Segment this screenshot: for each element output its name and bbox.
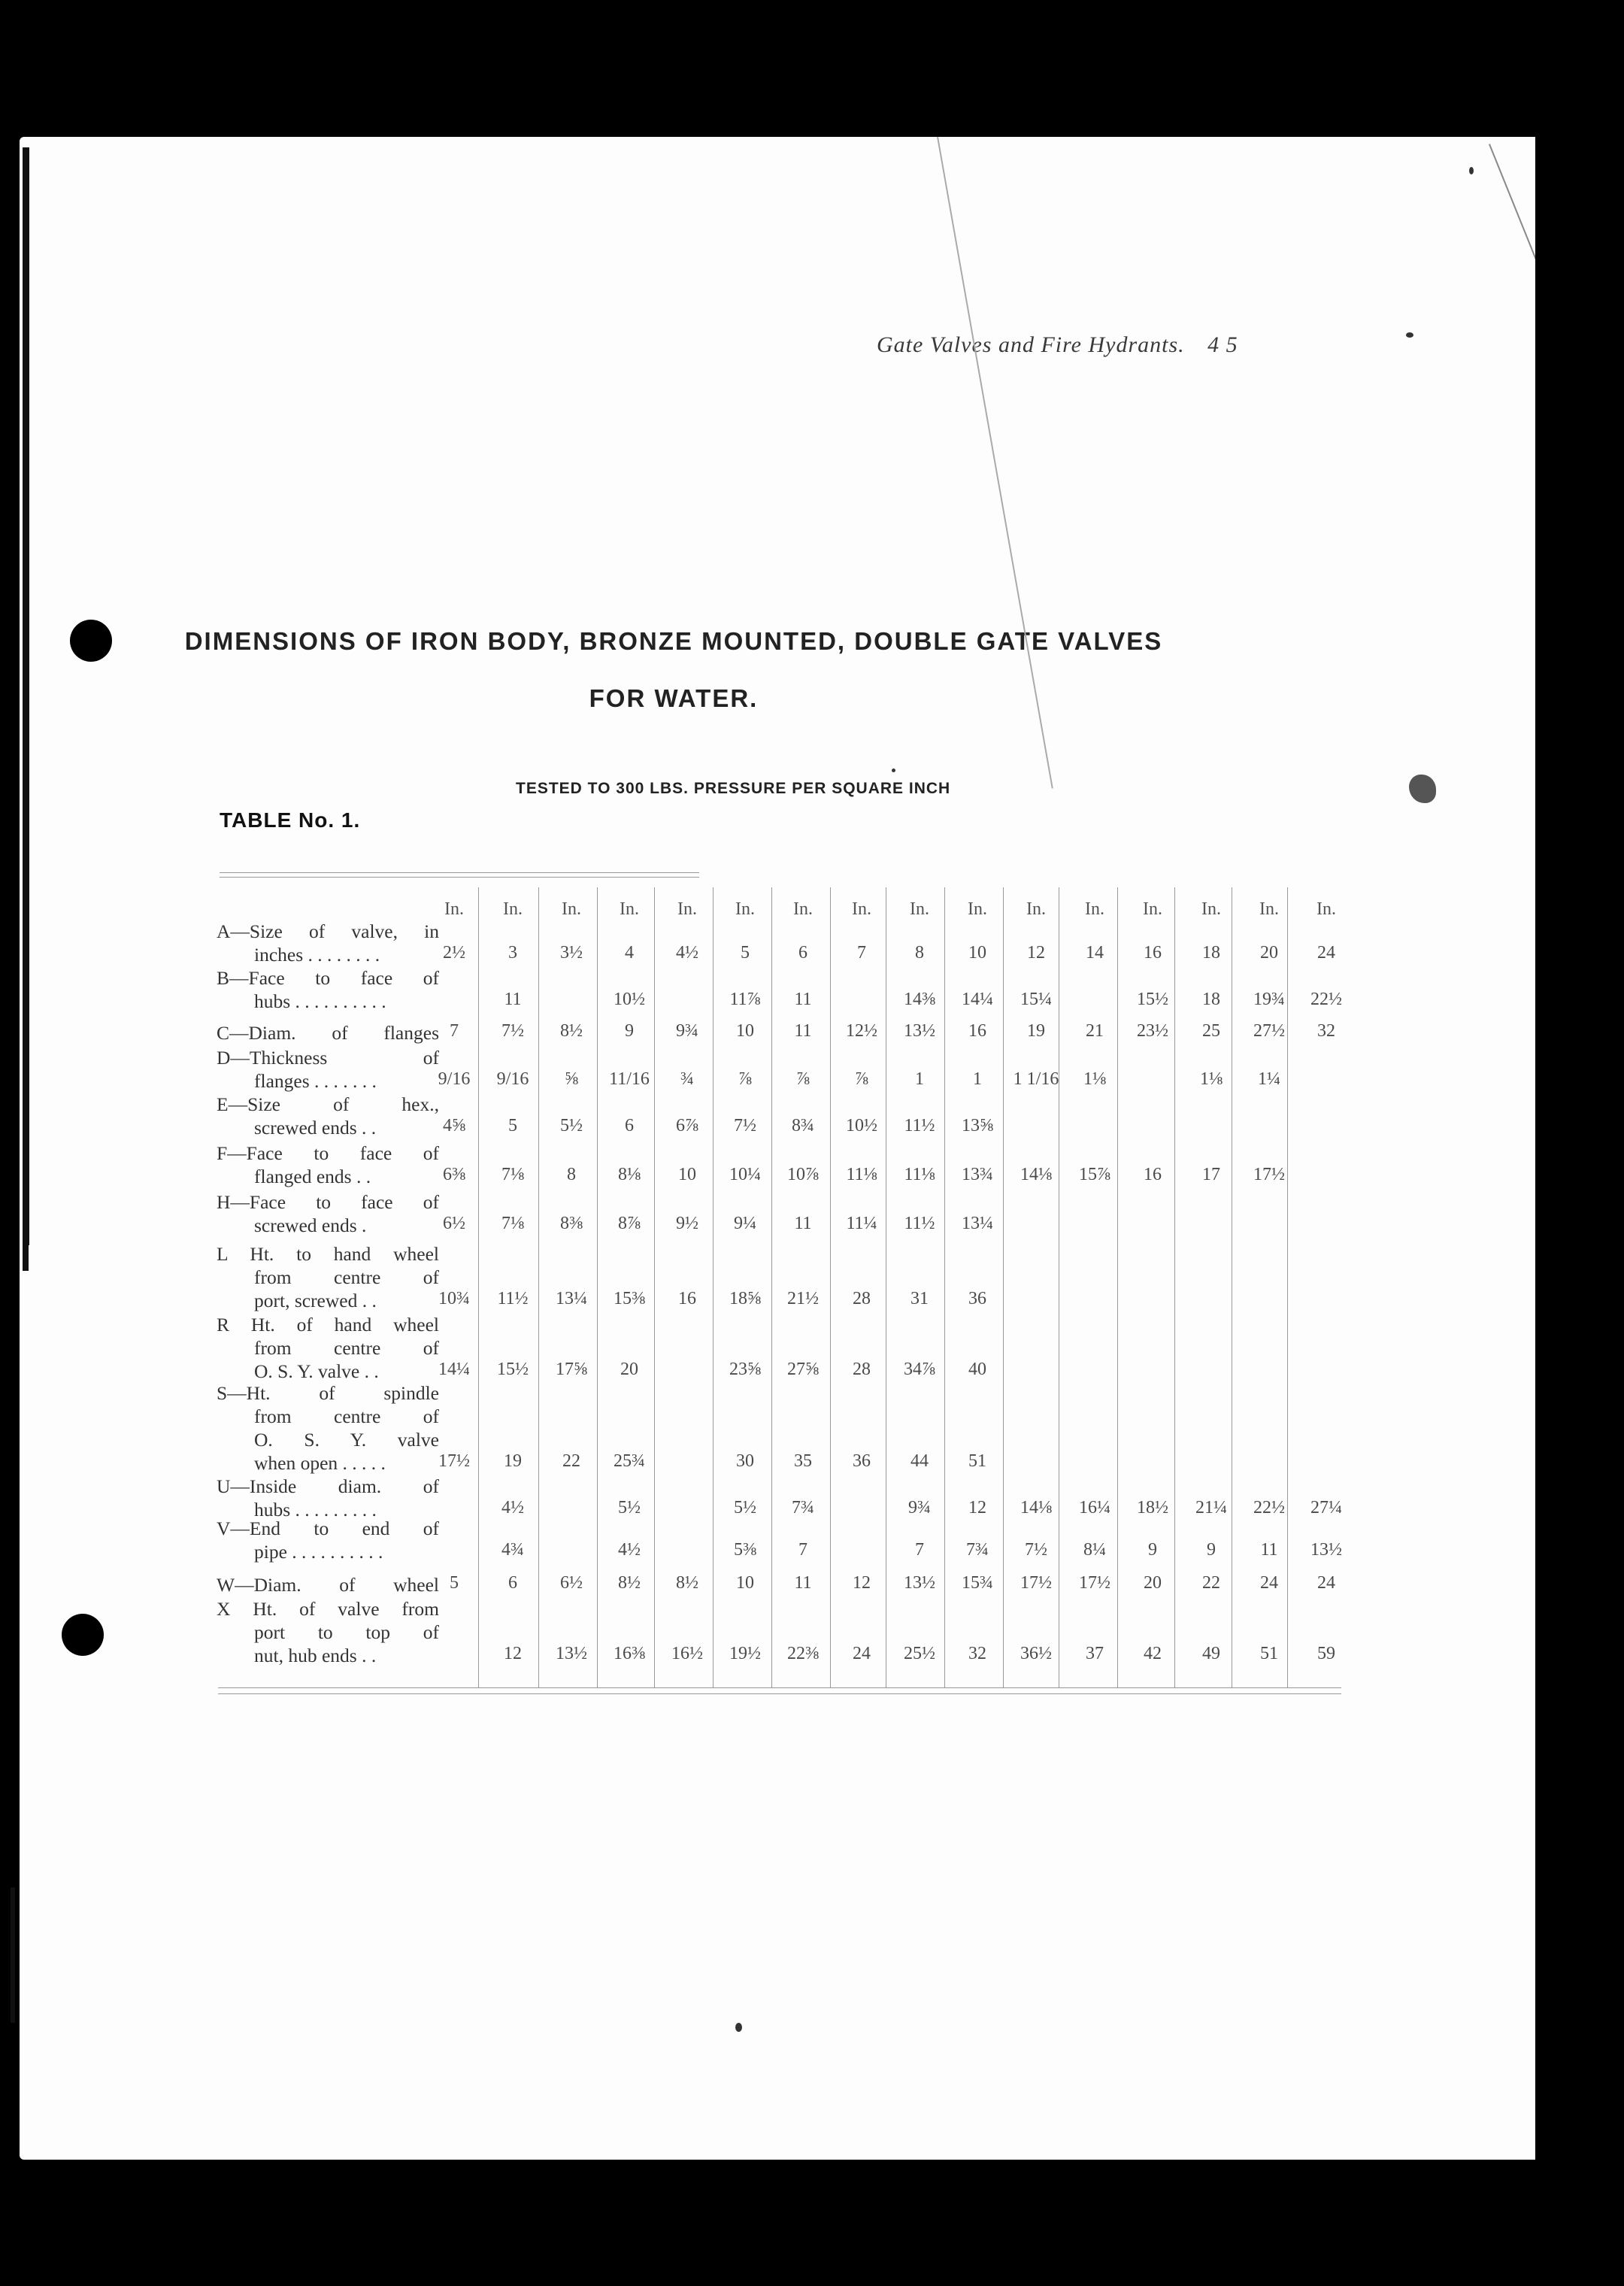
table-cell: 13¼ bbox=[962, 1214, 993, 1233]
table-cell: 59 bbox=[1317, 1644, 1335, 1663]
table-cell: 16 bbox=[678, 1289, 696, 1308]
table-cell: 14⅛ bbox=[1020, 1498, 1052, 1517]
table-cell: 40 bbox=[968, 1360, 986, 1379]
column-divider bbox=[478, 887, 479, 1687]
table-cell: 14⅜ bbox=[904, 990, 935, 1009]
column-divider bbox=[597, 887, 598, 1687]
table-cell: 8¾ bbox=[792, 1116, 814, 1135]
column-divider bbox=[713, 887, 714, 1687]
table-cell: 9 bbox=[625, 1021, 634, 1041]
row-label bbox=[217, 966, 439, 1013]
table-cell: 4½ bbox=[501, 1498, 524, 1517]
table-cell: 15⅜ bbox=[614, 1289, 645, 1308]
binder-hole bbox=[70, 620, 112, 662]
column-unit-header: In. bbox=[1201, 899, 1221, 919]
table-cell: 7⅛ bbox=[501, 1214, 524, 1233]
table-cell: 24 bbox=[1317, 1573, 1335, 1593]
table-cell: 27¼ bbox=[1310, 1498, 1342, 1517]
table-cell: 17 bbox=[1202, 1165, 1220, 1184]
table-cell: 11/16 bbox=[609, 1069, 650, 1089]
table-cell: 15¾ bbox=[962, 1573, 993, 1593]
table-cell: 37 bbox=[1086, 1644, 1104, 1663]
table-cell: 10 bbox=[736, 1021, 754, 1041]
table-cell: 22½ bbox=[1310, 990, 1342, 1009]
table-cell: 11 bbox=[504, 990, 522, 1009]
table-cell: 24 bbox=[853, 1644, 871, 1663]
table-cell: 10½ bbox=[846, 1116, 877, 1135]
table-cell: 13¾ bbox=[962, 1165, 993, 1184]
table-cell: 9¾ bbox=[908, 1498, 931, 1517]
page-header bbox=[877, 332, 1238, 358]
row-label bbox=[217, 1517, 439, 1563]
table-cell: 18½ bbox=[1137, 1498, 1168, 1517]
row-label-line: nut, hub ends . . bbox=[254, 1645, 377, 1666]
table-cell: 5 bbox=[741, 943, 750, 963]
table-cell: 5½ bbox=[560, 1116, 583, 1135]
table-cell: 22 bbox=[1202, 1573, 1220, 1593]
table-cell: 4¾ bbox=[501, 1540, 524, 1560]
table-bottom-rule bbox=[218, 1687, 1341, 1688]
row-label bbox=[217, 1141, 439, 1188]
column-unit-header: In. bbox=[735, 899, 755, 919]
table-cell: 24 bbox=[1317, 943, 1335, 963]
table-cell: 9 bbox=[1207, 1540, 1216, 1560]
row-label-line: port to top of bbox=[254, 1621, 439, 1643]
table-cell: 16 bbox=[968, 1021, 986, 1041]
speck bbox=[892, 769, 895, 772]
table-cell: 6 bbox=[508, 1573, 517, 1593]
table-cell: 14⅛ bbox=[1020, 1165, 1052, 1184]
document-page bbox=[20, 137, 1535, 2160]
table-cell: 8⅛ bbox=[618, 1165, 641, 1184]
column-unit-header: In. bbox=[562, 899, 581, 919]
binder-hole bbox=[62, 1614, 104, 1656]
table-cell: 32 bbox=[968, 1644, 986, 1663]
row-label bbox=[217, 1573, 439, 1596]
table-label: TABLE No. 1. bbox=[220, 808, 361, 832]
table-cell: 28 bbox=[853, 1360, 871, 1379]
table-cell: 51 bbox=[1260, 1644, 1278, 1663]
table-cell: 6½ bbox=[560, 1573, 583, 1593]
table-cell: 36 bbox=[853, 1451, 871, 1471]
table-cell: 44 bbox=[910, 1451, 929, 1471]
row-label-line: pipe . . . . . . . . . . bbox=[254, 1541, 383, 1563]
row-label-line: from centre of bbox=[254, 1337, 439, 1359]
row-label-line: L Ht. to hand wheel bbox=[217, 1243, 439, 1265]
table-cell: 9/16 bbox=[438, 1069, 471, 1089]
page-number: 4 5 bbox=[1207, 332, 1238, 357]
row-label bbox=[217, 1021, 439, 1044]
row-label bbox=[217, 1313, 439, 1383]
table-cell: 16 bbox=[1144, 943, 1162, 963]
table-cell: ⅞ bbox=[796, 1069, 810, 1089]
table-cell: 3 bbox=[508, 943, 517, 963]
table-cell: 34⅞ bbox=[904, 1360, 935, 1379]
table-cell: ⅞ bbox=[738, 1069, 752, 1089]
row-label-line: screwed ends . bbox=[254, 1214, 367, 1236]
speck bbox=[1406, 332, 1413, 338]
row-label-line: E—Size of hex., bbox=[217, 1093, 439, 1115]
table-cell: 12½ bbox=[846, 1021, 877, 1041]
table-cell: 7½ bbox=[1025, 1540, 1047, 1560]
row-label bbox=[217, 920, 439, 966]
table-cell: 6½ bbox=[443, 1214, 465, 1233]
table-cell: 17½ bbox=[438, 1451, 470, 1471]
row-label-line: F—Face to face of bbox=[217, 1142, 439, 1164]
table-cell: 17½ bbox=[1253, 1165, 1285, 1184]
column-unit-header: In. bbox=[677, 899, 697, 919]
document-title-continued: FOR WATER. bbox=[589, 684, 759, 712]
row-label-line: flanged ends . . bbox=[254, 1166, 371, 1187]
table-cell: 5 bbox=[508, 1116, 517, 1135]
column-unit-header: In. bbox=[503, 899, 523, 919]
table-cell: 9½ bbox=[676, 1214, 698, 1233]
table-cell: 13½ bbox=[904, 1573, 935, 1593]
table-cell: 21½ bbox=[787, 1289, 819, 1308]
row-label-line: A—Size of valve, in bbox=[217, 920, 439, 942]
table-cell: ⅞ bbox=[855, 1069, 868, 1089]
table-cell: 18 bbox=[1202, 943, 1220, 963]
table-cell: 20 bbox=[1260, 943, 1278, 963]
running-title: Gate Valves and Fire Hydrants. bbox=[877, 332, 1185, 357]
column-unit-header: In. bbox=[1026, 899, 1046, 919]
table-cell: 10 bbox=[736, 1573, 754, 1593]
table-cell: 8½ bbox=[560, 1021, 583, 1041]
column-unit-header: In. bbox=[910, 899, 929, 919]
table-cell: 8 bbox=[915, 943, 924, 963]
ink-blot bbox=[1409, 775, 1436, 803]
table-cell: 21¼ bbox=[1195, 1498, 1227, 1517]
table-cell: 1¼ bbox=[1258, 1069, 1280, 1089]
table-cell: 7 bbox=[798, 1540, 807, 1560]
document-title: DIMENSIONS OF IRON BODY, BRONZE MOUNTED, DOUBLE GATE VALVES bbox=[184, 627, 1163, 655]
row-label-line: flanges . . . . . . . bbox=[254, 1070, 377, 1092]
table-cell: 24 bbox=[1260, 1573, 1278, 1593]
table-cell: 11 bbox=[794, 1214, 812, 1233]
table-cell: 8⅜ bbox=[560, 1214, 583, 1233]
table-cell: 11 bbox=[794, 990, 812, 1009]
page-edge-shadow bbox=[11, 1887, 15, 2023]
row-label-line: O. S. Y. valve . . bbox=[254, 1360, 379, 1382]
table-cell: 5⅜ bbox=[734, 1540, 756, 1560]
column-unit-header: In. bbox=[1085, 899, 1104, 919]
table-cell: 6⅜ bbox=[443, 1165, 465, 1184]
row-label-line: U—Inside diam. of bbox=[217, 1475, 439, 1497]
table-cell: 1 bbox=[915, 1069, 924, 1089]
table-cell: 1 1/16 bbox=[1013, 1069, 1059, 1089]
table-cell: 13½ bbox=[556, 1644, 587, 1663]
table-cell: 11½ bbox=[904, 1116, 935, 1135]
table-cell: 14¼ bbox=[438, 1360, 470, 1379]
row-label bbox=[217, 1242, 439, 1312]
table-cell: 11½ bbox=[904, 1214, 935, 1233]
speck bbox=[1469, 167, 1474, 174]
table-cell: 8¼ bbox=[1083, 1540, 1106, 1560]
table-cell: 7 bbox=[915, 1540, 924, 1560]
row-label bbox=[217, 1597, 439, 1667]
table-cell: 3½ bbox=[560, 943, 583, 963]
table-cell: 28 bbox=[853, 1289, 871, 1308]
table-cell: 13⅝ bbox=[962, 1116, 993, 1135]
table-cell: 7¾ bbox=[792, 1498, 814, 1517]
table-cell: 11⅞ bbox=[729, 990, 761, 1009]
row-label-line: V—End to end of bbox=[217, 1517, 439, 1539]
table-cell: 8⅞ bbox=[618, 1214, 641, 1233]
row-label-line: inches . . . . . . . . bbox=[254, 944, 380, 966]
table-cell: 10¼ bbox=[729, 1165, 761, 1184]
table-cell: 10 bbox=[678, 1165, 696, 1184]
table-cell: 32 bbox=[1317, 1021, 1335, 1041]
table-cell: 13½ bbox=[904, 1021, 935, 1041]
row-label-line: W—Diam. of wheel bbox=[217, 1574, 439, 1596]
table-cell: 1⅛ bbox=[1200, 1069, 1223, 1089]
table-cell: 22½ bbox=[1253, 1498, 1285, 1517]
row-label-line: B—Face to face of bbox=[217, 967, 439, 989]
table-cell: 23½ bbox=[1137, 1021, 1168, 1041]
row-label-line: X Ht. of valve from bbox=[217, 1598, 439, 1620]
table-cell: 15½ bbox=[1137, 990, 1168, 1009]
row-label bbox=[217, 1093, 439, 1139]
table-cell: 30 bbox=[736, 1451, 754, 1471]
speck bbox=[735, 2023, 742, 2032]
table-cell: 18 bbox=[1202, 990, 1220, 1009]
table-cell: 23⅝ bbox=[729, 1360, 761, 1379]
column-divider bbox=[1117, 887, 1118, 1687]
table-cell: 19½ bbox=[729, 1644, 761, 1663]
table-cell: 49 bbox=[1202, 1644, 1220, 1663]
table-cell: 13¼ bbox=[556, 1289, 587, 1308]
table-cell: 10½ bbox=[614, 990, 645, 1009]
table-cell: 12 bbox=[968, 1498, 986, 1517]
table-cell: 4½ bbox=[676, 943, 698, 963]
column-unit-header: In. bbox=[968, 899, 987, 919]
row-label-line: hubs . . . . . . . . . bbox=[254, 1499, 377, 1520]
table-cell: 15½ bbox=[497, 1360, 529, 1379]
table-cell: 2½ bbox=[443, 943, 465, 963]
table-cell: 1 bbox=[973, 1069, 982, 1089]
table-cell: 11 bbox=[794, 1573, 812, 1593]
row-label-line: hubs . . . . . . . . . . bbox=[254, 990, 386, 1012]
table-cell: 1⅛ bbox=[1083, 1069, 1106, 1089]
table-cell: 9¾ bbox=[676, 1021, 698, 1041]
table-cell: 11 bbox=[794, 1021, 812, 1041]
table-cell: 16½ bbox=[671, 1644, 703, 1663]
table-cell: 19 bbox=[504, 1451, 522, 1471]
table-cell: 16 bbox=[1144, 1165, 1162, 1184]
table-cell: 9 bbox=[1148, 1540, 1157, 1560]
row-label-line: S—Ht. of spindle bbox=[217, 1382, 439, 1404]
column-unit-header: In. bbox=[1316, 899, 1336, 919]
table-cell: 15⅞ bbox=[1079, 1165, 1110, 1184]
table-cell: 20 bbox=[1144, 1573, 1162, 1593]
row-label bbox=[217, 1046, 439, 1093]
table-cell: 7¾ bbox=[966, 1540, 989, 1560]
table-cell: 12 bbox=[853, 1573, 871, 1593]
table-cell: 9/16 bbox=[496, 1069, 529, 1089]
table-cell: 17⅝ bbox=[556, 1360, 587, 1379]
row-label bbox=[217, 1381, 439, 1475]
page-edge-shadow bbox=[23, 850, 29, 1271]
row-label-line: D—Thickness of bbox=[217, 1047, 439, 1069]
table-cell: 17½ bbox=[1079, 1573, 1110, 1593]
table-cell: 14¼ bbox=[962, 990, 993, 1009]
row-label bbox=[217, 1475, 439, 1521]
table-cell: 10 bbox=[968, 943, 986, 963]
table-cell: 27½ bbox=[1253, 1021, 1285, 1041]
table-bottom-rule bbox=[218, 1693, 1341, 1694]
column-unit-header: In. bbox=[793, 899, 813, 919]
row-label-line: port, screwed . . bbox=[254, 1290, 377, 1311]
table-cell: 10⅞ bbox=[787, 1165, 819, 1184]
table-cell: 4 bbox=[625, 943, 634, 963]
table-top-rule bbox=[220, 877, 699, 878]
table-cell: 8 bbox=[567, 1165, 576, 1184]
table-cell: 25¾ bbox=[614, 1451, 645, 1471]
table-cell: 6 bbox=[625, 1116, 634, 1135]
table-cell: 7 bbox=[857, 943, 866, 963]
row-label-line: when open . . . . . bbox=[254, 1452, 386, 1474]
table-cell: 11¼ bbox=[846, 1214, 877, 1233]
table-top-rule bbox=[220, 872, 699, 873]
table-cell: ⅝ bbox=[565, 1069, 578, 1089]
table-cell: 13½ bbox=[1310, 1540, 1342, 1560]
table-cell: 8½ bbox=[676, 1573, 698, 1593]
column-unit-header: In. bbox=[852, 899, 871, 919]
table-cell: 11½ bbox=[497, 1289, 529, 1308]
column-unit-header: In. bbox=[1143, 899, 1162, 919]
table-cell: 5 bbox=[450, 1573, 459, 1593]
row-label-line: R Ht. of hand wheel bbox=[217, 1314, 439, 1336]
table-cell: 6⅞ bbox=[676, 1116, 698, 1135]
column-unit-header: In. bbox=[1259, 899, 1279, 919]
table-cell: 6 bbox=[798, 943, 807, 963]
table-cell: 36 bbox=[968, 1289, 986, 1308]
table-cell: 11 bbox=[1260, 1540, 1278, 1560]
table-cell: 19 bbox=[1027, 1021, 1045, 1041]
row-label-line: screwed ends . . bbox=[254, 1117, 377, 1138]
column-unit-header: In. bbox=[620, 899, 639, 919]
table-cell: 16⅜ bbox=[614, 1644, 645, 1663]
table-cell: 17½ bbox=[1020, 1573, 1052, 1593]
table-cell: 9¼ bbox=[734, 1214, 756, 1233]
table-cell: 7 bbox=[450, 1021, 459, 1041]
table-cell: 7½ bbox=[734, 1116, 756, 1135]
table-cell: 25 bbox=[1202, 1021, 1220, 1041]
table-cell: 11⅛ bbox=[846, 1165, 877, 1184]
table-cell: 11⅛ bbox=[904, 1165, 935, 1184]
table-cell: 20 bbox=[620, 1360, 638, 1379]
table-cell: 21 bbox=[1086, 1021, 1104, 1041]
row-label-line: O. S. Y. valve bbox=[254, 1429, 439, 1451]
table-cell: 42 bbox=[1144, 1644, 1162, 1663]
table-cell: 15¼ bbox=[1020, 990, 1052, 1009]
row-label-line: from centre of bbox=[254, 1266, 439, 1288]
table-cell: 10¾ bbox=[438, 1289, 470, 1308]
row-label-line: from centre of bbox=[254, 1405, 439, 1427]
table-cell: 31 bbox=[910, 1289, 929, 1308]
row-label-line: C—Diam. of flanges bbox=[217, 1022, 439, 1044]
table-cell: 35 bbox=[794, 1451, 812, 1471]
table-cell: 4⅝ bbox=[443, 1116, 465, 1135]
table-cell: 18⅝ bbox=[729, 1289, 761, 1308]
table-cell: 16¼ bbox=[1079, 1498, 1110, 1517]
table-cell: 5½ bbox=[618, 1498, 641, 1517]
table-cell: 7⅛ bbox=[501, 1165, 524, 1184]
scratch-mark bbox=[1489, 144, 1535, 298]
table-cell: 7½ bbox=[501, 1021, 524, 1041]
test-pressure-subtitle: TESTED TO 300 LBS. PRESSURE PER SQUARE INCH bbox=[516, 780, 951, 797]
table-cell: 22 bbox=[562, 1451, 580, 1471]
table-cell: 36½ bbox=[1020, 1644, 1052, 1663]
table-cell: 8½ bbox=[618, 1573, 641, 1593]
table-cell: 19¾ bbox=[1253, 990, 1285, 1009]
table-cell: 14 bbox=[1086, 943, 1104, 963]
table-cell: 5½ bbox=[734, 1498, 756, 1517]
table-cell: ¾ bbox=[680, 1069, 694, 1089]
table-cell: 22⅜ bbox=[787, 1644, 819, 1663]
table-cell: 4½ bbox=[618, 1540, 641, 1560]
row-label-line: H—Face to face of bbox=[217, 1191, 439, 1213]
row-label bbox=[217, 1190, 439, 1237]
table-cell: 27⅝ bbox=[787, 1360, 819, 1379]
table-cell: 25½ bbox=[904, 1644, 935, 1663]
table-cell: 12 bbox=[504, 1644, 522, 1663]
table-cell: 12 bbox=[1027, 943, 1045, 963]
column-unit-header: In. bbox=[444, 899, 464, 919]
table-cell: 51 bbox=[968, 1451, 986, 1471]
